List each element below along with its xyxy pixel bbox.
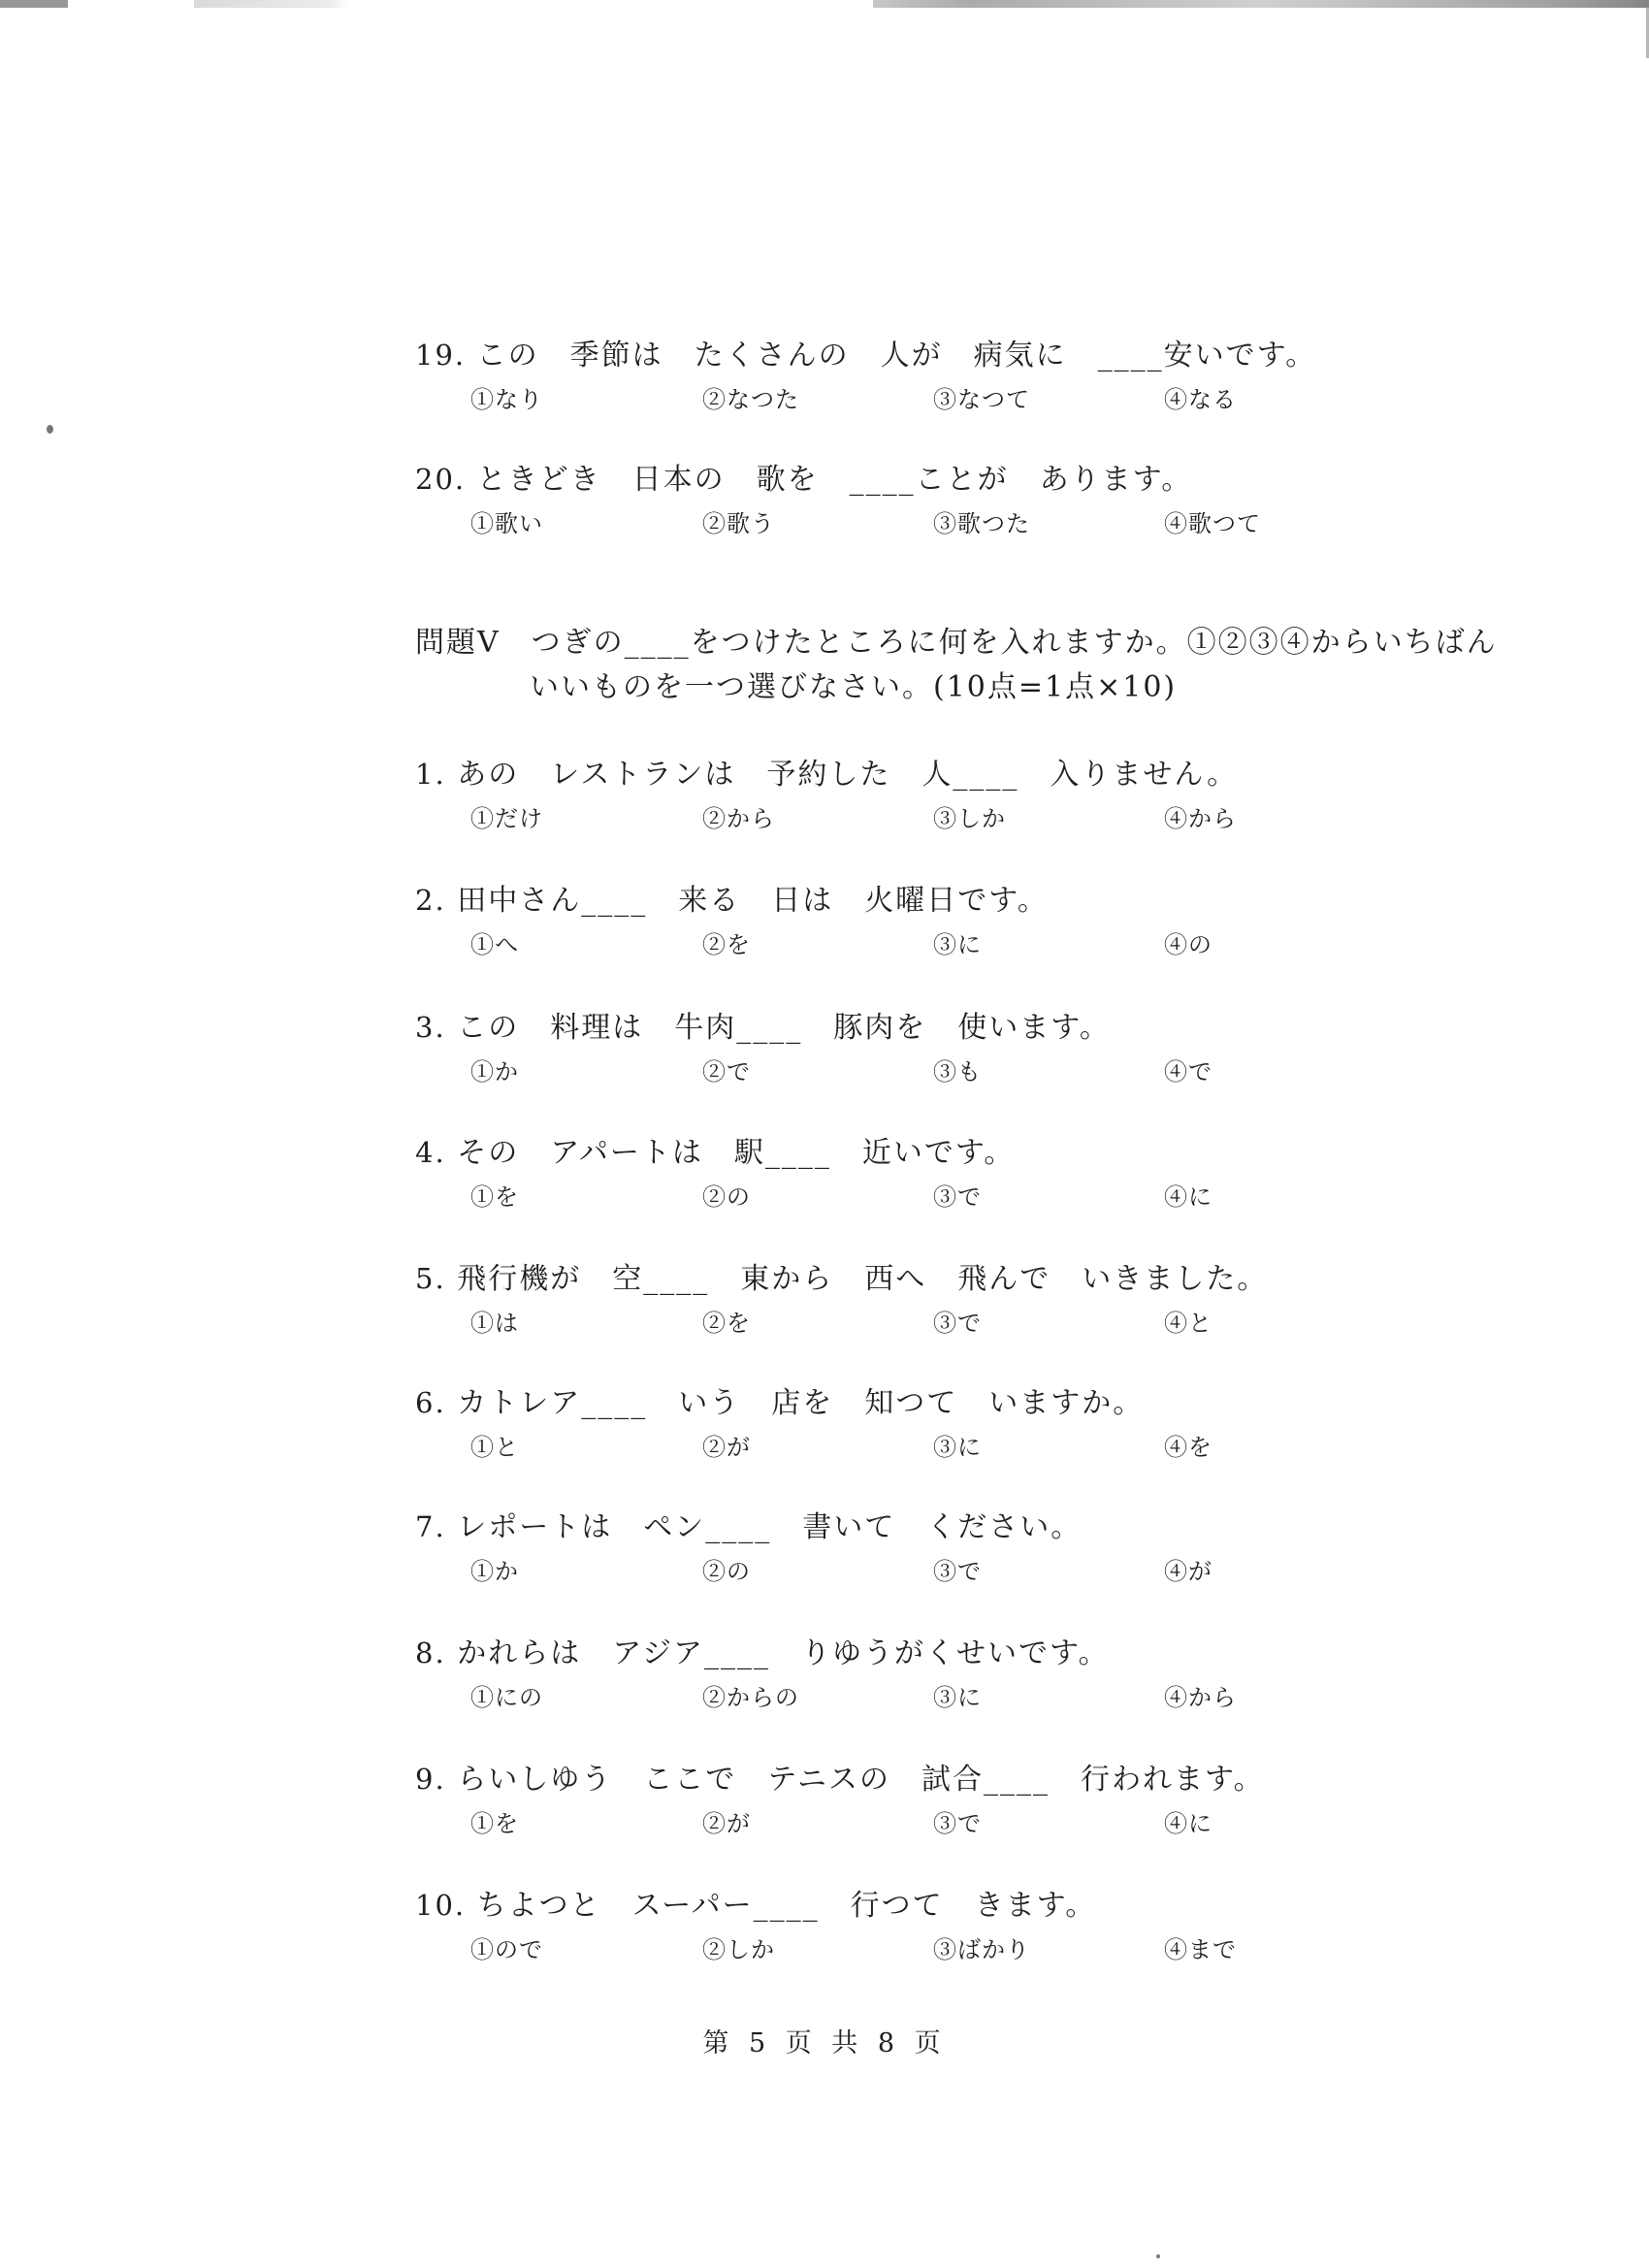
option-2: ②からの: [702, 1684, 799, 1711]
question-line: [415, 456, 1482, 502]
option-1: ①なり: [470, 386, 543, 413]
question-text: かれらは アジア____ りゆうがくせいです。: [457, 1636, 1110, 1670]
option-2: ②歌う: [702, 510, 775, 537]
question-line: [415, 1756, 1482, 1802]
answer-options: [415, 1176, 1482, 1218]
question-line: [415, 1504, 1482, 1550]
option-4: ④を: [1164, 1434, 1212, 1461]
option-1: ①か: [470, 1058, 519, 1085]
scan-edge-top: [0, 0, 1649, 8]
option-2: ②で: [702, 1058, 751, 1085]
answer-options: [415, 1302, 1482, 1345]
page-number-footer: 第 5 页 共 8 页: [702, 2028, 947, 2058]
question-text: その アパートは 駅____ 近いです。: [457, 1136, 1016, 1170]
option-3: ③で: [933, 1558, 982, 1585]
question-7: [415, 1504, 1482, 1593]
option-3: ③しか: [933, 805, 1006, 832]
option-4: ④から: [1164, 1684, 1237, 1711]
answer-options: [415, 797, 1482, 840]
option-2: ②が: [702, 1810, 751, 1837]
answer-options: [415, 502, 1482, 545]
question-line: [415, 877, 1482, 923]
question-4: [415, 1129, 1482, 1218]
question-text: らいしゆう ここで テニスの 試合____ 行われます。: [457, 1763, 1265, 1797]
answer-options: [415, 378, 1482, 421]
question-text: この 料理は 牛肉____ 豚肉を 使います。: [457, 1011, 1111, 1045]
option-2: ②から: [702, 805, 775, 832]
question-text: 田中さん____ 来る 日は 火曜日です。: [457, 884, 1049, 918]
answer-options: [415, 1676, 1482, 1719]
question-3: [415, 1004, 1482, 1093]
option-1: ①か: [470, 1558, 519, 1585]
option-4: ④が: [1164, 1558, 1212, 1585]
answer-options: [415, 1928, 1482, 1971]
option-3: ③に: [933, 1434, 982, 1461]
option-1: ①だけ: [470, 805, 543, 832]
question-6: [415, 1379, 1482, 1469]
question-number: 20.: [415, 463, 467, 496]
question-5: [415, 1255, 1482, 1345]
option-1: ①を: [470, 1810, 519, 1837]
option-2: ②を: [702, 1310, 751, 1337]
section-instructions: いいものを一つ選びなさい。(10点=1点×10): [530, 670, 1178, 704]
option-4: ④で: [1164, 1058, 1212, 1085]
question-line: [415, 1630, 1482, 1676]
question-line: [415, 1379, 1482, 1426]
question-line: [415, 1004, 1482, 1051]
option-3: ③歌つた: [933, 510, 1030, 537]
question-number: 19.: [415, 339, 467, 372]
question-number: 3.: [415, 1011, 446, 1044]
section-heading: [415, 621, 1531, 710]
option-1: ①へ: [470, 931, 519, 958]
question-1: [415, 751, 1482, 840]
option-1: ①にの: [470, 1684, 543, 1711]
option-1: ①と: [470, 1434, 519, 1461]
answer-options: [415, 1051, 1482, 1093]
option-4: ④から: [1164, 805, 1237, 832]
question-number: 1.: [415, 758, 446, 791]
answer-options: [415, 923, 1482, 966]
question-number: 5.: [415, 1262, 446, 1295]
question-text: 飛行機が 空____ 東から 西へ 飛んで いきました。: [457, 1262, 1269, 1296]
option-4: ④まで: [1164, 1936, 1237, 1963]
question-number: 6.: [415, 1386, 446, 1419]
scan-speck: [1156, 2254, 1160, 2258]
scan-speck: [47, 425, 53, 434]
option-2: ②の: [702, 1183, 751, 1211]
question-10: [415, 1882, 1482, 1971]
section-title: 問題Ⅴ つぎの____をつけたところに何を入れますか。①②③④からいちばん: [415, 626, 1498, 660]
question-text: ちよつと スーパー____ 行つて きます。: [476, 1889, 1097, 1923]
option-4: ④に: [1164, 1810, 1212, 1837]
question-line: [415, 1882, 1482, 1928]
question-9: [415, 1756, 1482, 1845]
option-4: ④なる: [1164, 386, 1237, 413]
question-8: [415, 1630, 1482, 1719]
option-2: ②の: [702, 1558, 751, 1585]
question-line: [415, 1129, 1482, 1176]
option-1: ①ので: [470, 1936, 543, 1963]
option-3: ③に: [933, 931, 982, 958]
question-text: ときどき 日本の 歌を ____ことが あります。: [476, 463, 1193, 497]
option-1: ①を: [470, 1183, 519, 1211]
question-number: 4.: [415, 1136, 446, 1169]
option-1: ①は: [470, 1310, 519, 1337]
answer-options: [415, 1550, 1482, 1593]
question-number: 7.: [415, 1510, 446, 1543]
option-2: ②を: [702, 931, 751, 958]
option-1: ①歌い: [470, 510, 543, 537]
question-number: 8.: [415, 1636, 446, 1669]
option-3: ③も: [933, 1058, 982, 1085]
option-3: ③で: [933, 1810, 982, 1837]
question-text: レポートは ペン____ 書いて ください。: [457, 1510, 1083, 1544]
question-line: [415, 332, 1482, 378]
option-4: ④に: [1164, 1183, 1212, 1211]
option-3: ③ばかり: [933, 1936, 1030, 1963]
question-19: [415, 332, 1482, 421]
question-2: [415, 877, 1482, 966]
option-3: ③なつて: [933, 386, 1030, 413]
option-3: ③で: [933, 1183, 982, 1211]
option-2: ②なつた: [702, 386, 799, 413]
question-text: カトレア____ いう 店を 知つて いますか。: [457, 1386, 1145, 1420]
question-line: [415, 1255, 1482, 1302]
question-number: 2.: [415, 884, 446, 917]
answer-options: [415, 1802, 1482, 1845]
question-text: あの レストランは 予約した 人____ 入りません。: [457, 758, 1239, 792]
question-line: [415, 751, 1482, 797]
option-2: ②しか: [702, 1936, 775, 1963]
option-4: ④と: [1164, 1310, 1212, 1337]
question-20: [415, 456, 1482, 545]
question-number: 9.: [415, 1763, 446, 1796]
option-2: ②が: [702, 1434, 751, 1461]
option-3: ③で: [933, 1310, 982, 1337]
option-4: ④の: [1164, 931, 1212, 958]
option-4: ④歌つて: [1164, 510, 1261, 537]
question-text: この 季節は たくさんの 人が 病気に ____安いです。: [476, 339, 1317, 373]
answer-options: [415, 1426, 1482, 1469]
option-3: ③に: [933, 1684, 982, 1711]
question-number: 10.: [415, 1889, 467, 1922]
